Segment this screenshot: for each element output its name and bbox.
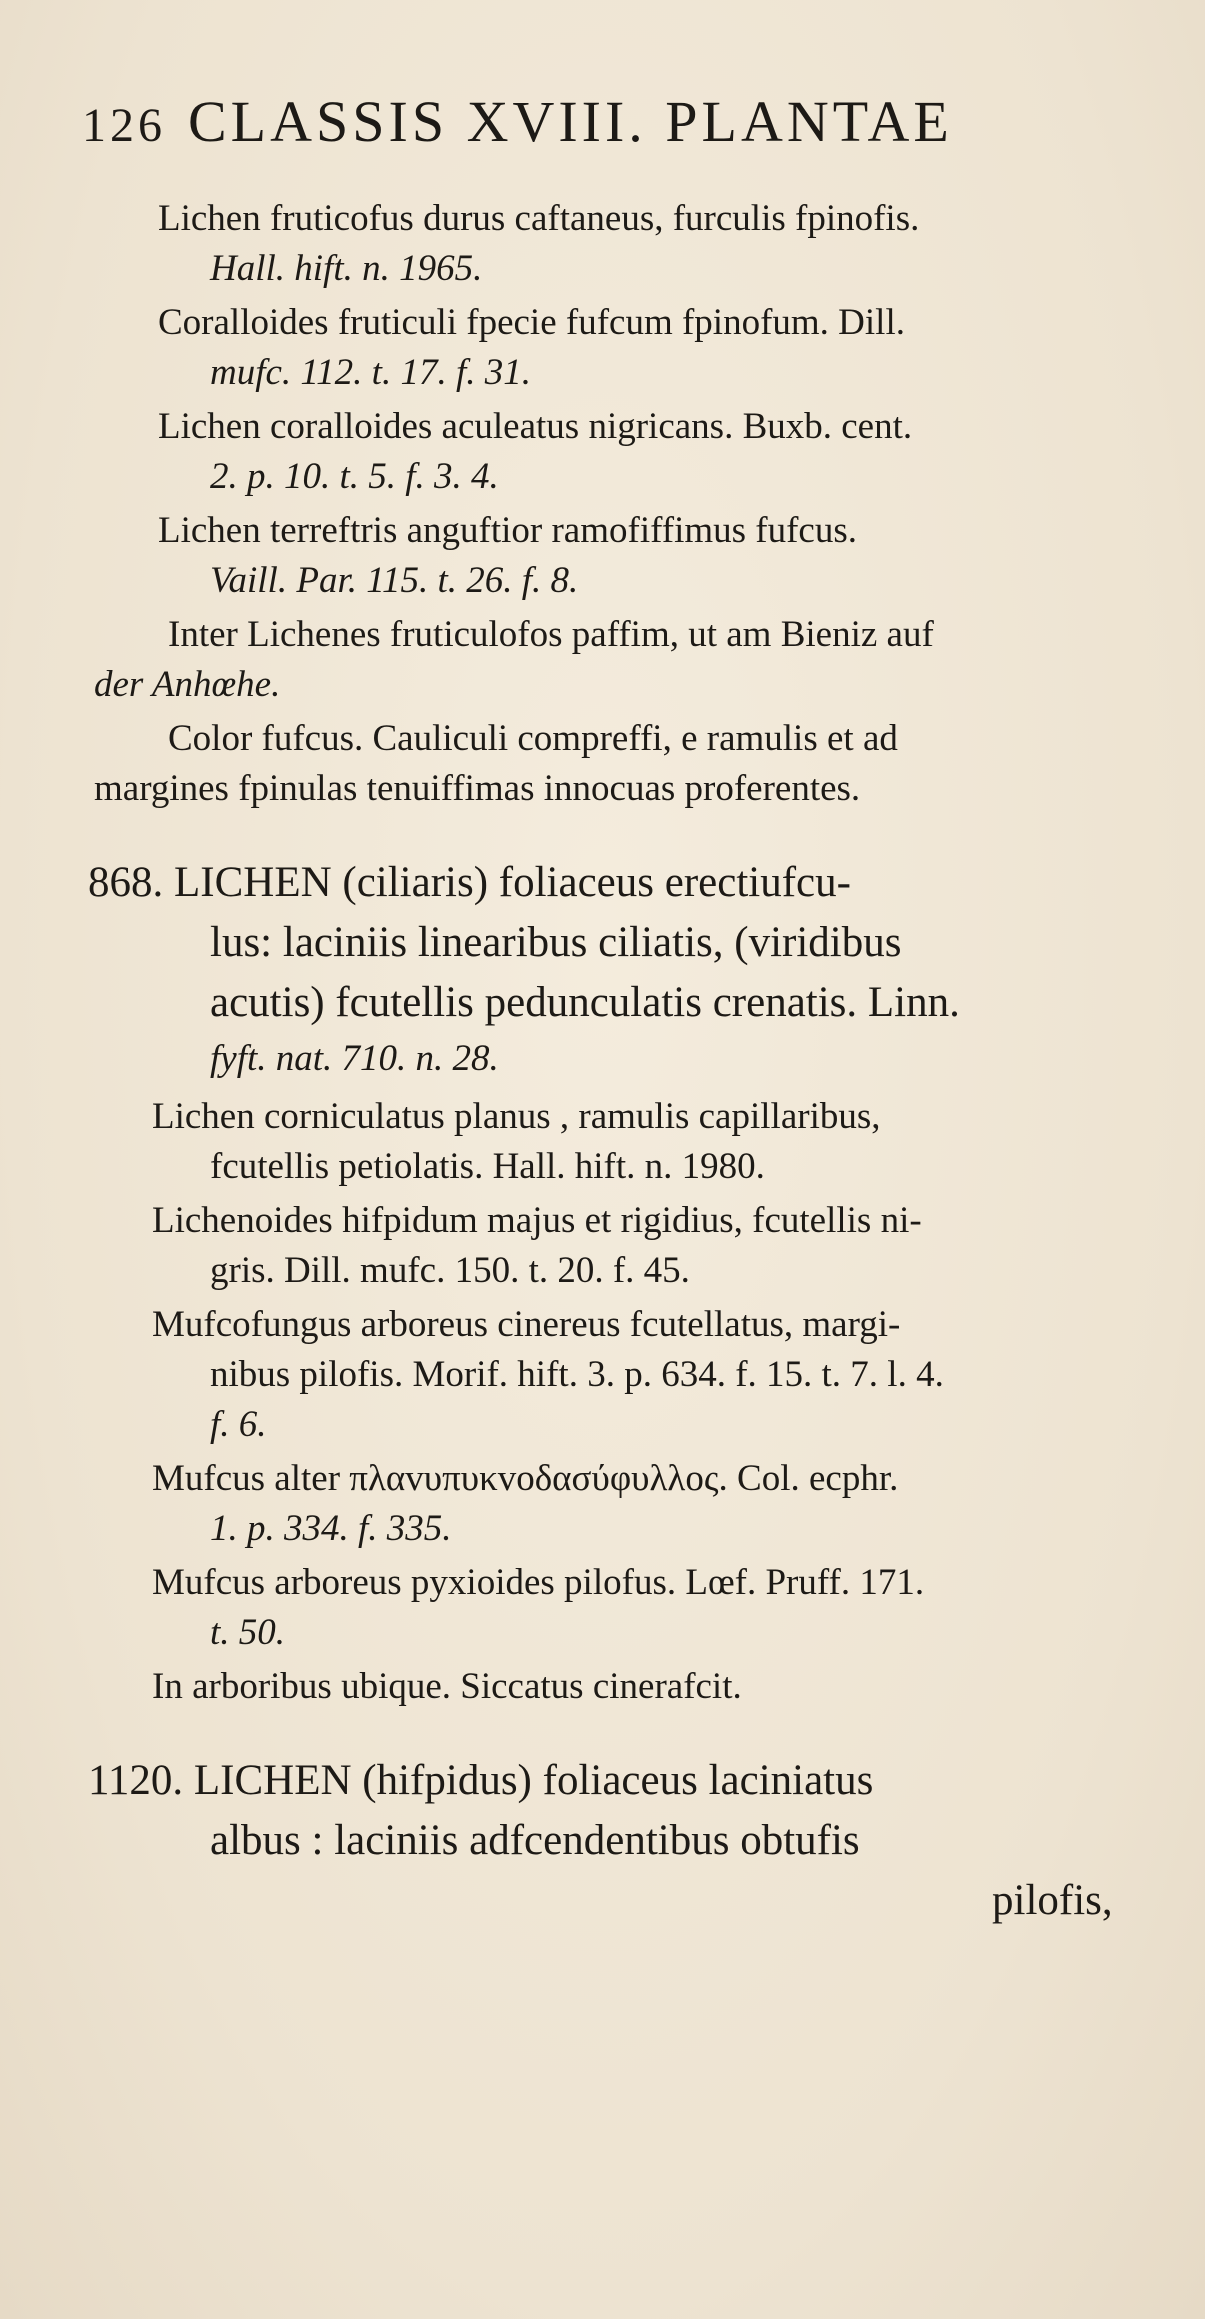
text-line: fyft. nat. 710. n. 28. bbox=[210, 1038, 499, 1079]
text-line: In arboribus ubique. Siccatus cinerafcit. bbox=[152, 1666, 742, 1707]
text-line: 1120. LICHEN (hifpidus) foliaceus laciniatus bbox=[88, 1757, 874, 1804]
text-line: gris. Dill. mufc. 150. t. 20. f. 45. bbox=[210, 1250, 690, 1291]
text-line: 1. p. 334. f. 335. bbox=[210, 1508, 452, 1549]
page-number: 126 bbox=[82, 99, 166, 152]
text-line: Coralloides fruticuli fpecie fufcum fpinofum. Dill. bbox=[158, 302, 905, 343]
page-title: CLASSIS XVIII. PLANTAE bbox=[188, 89, 953, 154]
text-line: f. 6. bbox=[210, 1404, 267, 1445]
text-line: Lichen corniculatus planus , ramulis capillaribus, bbox=[152, 1096, 881, 1137]
text-line: fcutellis petiolatis. Hall. hift. n. 1980. bbox=[210, 1146, 765, 1187]
text-line: nibus pilofis. Morif. hift. 3. p. 634. f. 15. t. 7. l. 4. bbox=[210, 1354, 944, 1395]
text-line: Lichen terreftris anguftior ramofiffimus fufcus. bbox=[158, 510, 857, 551]
text-line: Mufcofungus arboreus cinereus fcutellatus, margi- bbox=[152, 1304, 901, 1345]
text-line: mufc. 112. t. 17. f. 31. bbox=[210, 352, 531, 393]
text-line: Mufcus arboreus pyxioides pilofus. Lœf. Pruff. 171. bbox=[152, 1562, 925, 1603]
text-line: pilofis, bbox=[992, 1877, 1113, 1924]
text-line: acutis) fcutellis pedunculatis crenatis. Linn. bbox=[210, 979, 960, 1026]
text-line: 868. LICHEN (ciliaris) foliaceus erectiufcu- bbox=[88, 859, 851, 906]
text-line: t. 50. bbox=[210, 1612, 286, 1653]
text-line: margines fpinulas tenuiffimas innocuas proferentes. bbox=[94, 768, 861, 809]
text-line: Lichenoides hifpidum majus et rigidius, fcutellis ni- bbox=[152, 1200, 922, 1241]
text-line: Mufcus alter πλαvυπυκvoδασύφυλλος. Col. ecphr. bbox=[152, 1458, 899, 1499]
text-line: Lichen fruticofus durus caftaneus, furculis fpinofis. bbox=[158, 198, 920, 239]
text-line: Color fufcus. Cauliculi compreffi, e ramulis et ad bbox=[168, 718, 898, 759]
text-line: lus: laciniis linearibus ciliatis, (viridibus bbox=[210, 919, 902, 966]
page-header bbox=[82, 88, 1132, 158]
text-line: Lichen coralloides aculeatus nigricans. Buxb. cent. bbox=[158, 406, 913, 447]
text-line: 2. p. 10. t. 5. f. 3. 4. bbox=[210, 456, 499, 497]
text-line: der Anhœhe. bbox=[94, 664, 281, 705]
text-line: Vaill. Par. 115. t. 26. f. 8. bbox=[210, 560, 579, 601]
text-line: albus : laciniis adfcendentibus obtufis bbox=[210, 1817, 860, 1864]
text-line: Hall. hift. n. 1965. bbox=[210, 248, 483, 289]
text-line: Inter Lichenes fruticulofos paffim, ut am Bieniz auf bbox=[168, 614, 934, 655]
